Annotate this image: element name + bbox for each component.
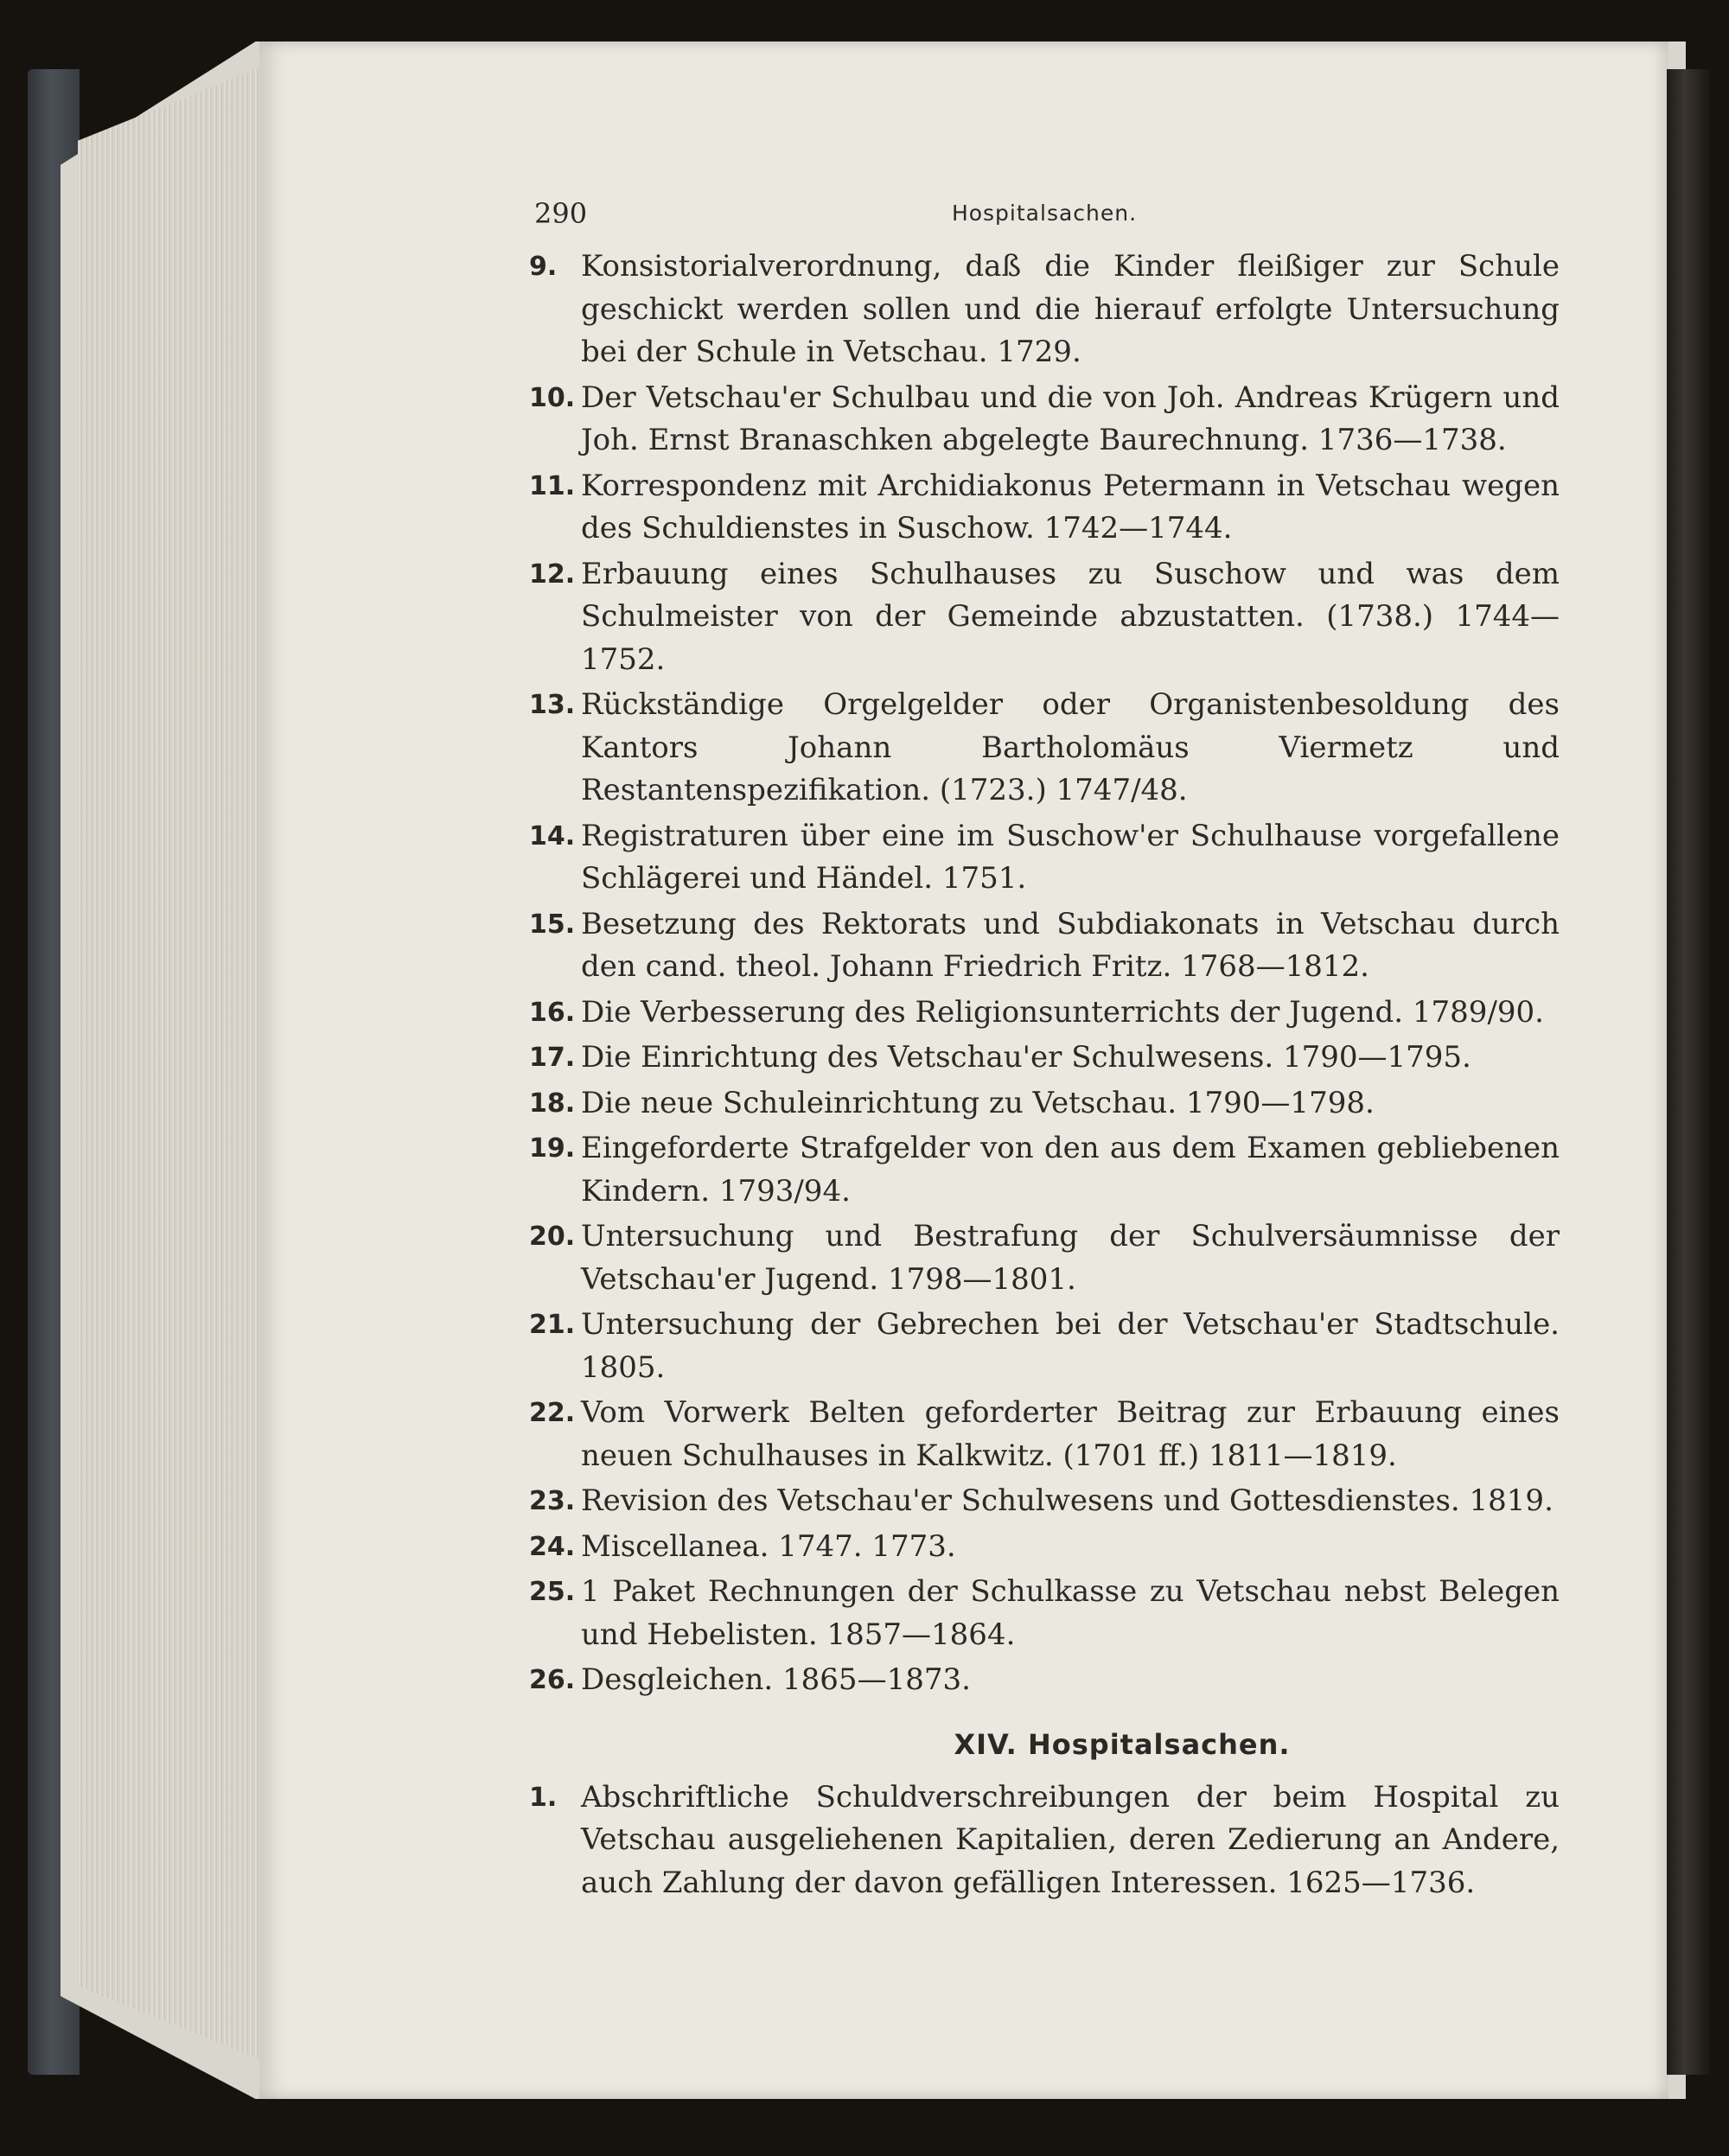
list-item — [529, 1776, 1560, 1905]
entry-number: 26. — [529, 1665, 576, 1695]
list-item — [529, 377, 1560, 462]
list-item — [529, 815, 1560, 901]
list-item — [529, 1037, 1560, 1080]
entry-number: 9. — [529, 252, 558, 282]
entry-number: 14. — [529, 820, 576, 852]
entry-text: Abschriftliche Schuldverschreibungen der beim Hospital zu Vetschau ausgeliehenen Kapitalien, deren Zedierung an Andere, auch Zahlung der davon gefälligen Interessen. 1625—1736. — [581, 1779, 1560, 1900]
running-head: Hospitalsachen. — [951, 201, 1138, 226]
list-item — [529, 1526, 1560, 1569]
entry-text: 1 Paket Rechnungen der Schulkasse zu Vetschau nebst Belegen und Hebelisten. 1857—1864. — [581, 1574, 1560, 1652]
page-edges — [78, 61, 277, 2066]
section-heading: XIV. Hospitalsachen. — [954, 1727, 1291, 1761]
entry-number: 25. — [529, 1577, 576, 1607]
list-item — [529, 903, 1560, 989]
entry-number: 12. — [529, 558, 576, 590]
entry-text: Korrespondenz mit Archidiakonus Petermann in Vetschau wegen des Schuldienstes in Suschow. 1742—1744. — [581, 468, 1560, 545]
list-item — [529, 246, 1560, 374]
page-number: 290 — [534, 197, 588, 230]
list-item — [529, 1304, 1560, 1389]
entry-text: Eingeforderte Strafgelder von den aus dem Examen gebliebenen Kindern. 1793/94. — [581, 1131, 1560, 1209]
entry-text: Vom Vorwerk Belten geforderter Beitrag zur Erbauung eines neuen Schulhauses in Kalkwitz. (1701 ff.) 1811—1819. — [581, 1395, 1560, 1473]
list-item — [529, 465, 1560, 551]
entry-number: 18. — [529, 1088, 576, 1119]
page-content — [529, 197, 1560, 1907]
entry-text: Revision des Vetschau'er Schulwesens und Gottesdienstes. 1819. — [581, 1483, 1554, 1518]
list-item — [529, 1215, 1560, 1301]
entry-list — [529, 246, 1560, 1702]
entry-text: Miscellanea. 1747. 1773. — [581, 1528, 956, 1564]
entry-text: Die Einrichtung des Vetschau'er Schulwesens. 1790—1795. — [581, 1040, 1471, 1075]
entry-text: Die Verbesserung des Religionsunterrichts der Jugend. 1789/90. — [581, 994, 1544, 1030]
entry-text: Konsistorialverordnung, daß die Kinder fleißiger zur Schule geschickt werden sollen und die hierauf erfolgte Untersuchung bei der Schule in Vetschau. 1729. — [581, 249, 1560, 369]
entry-number: 16. — [529, 997, 576, 1028]
list-item — [529, 1659, 1560, 1702]
entry-number: 24. — [529, 1531, 576, 1562]
list-item — [529, 684, 1560, 813]
entry-text: Untersuchung und Bestrafung der Schulversäumnisse der Vetschau'er Jugend. 1798—1801. — [581, 1219, 1560, 1297]
page-header — [529, 197, 1560, 246]
entry-number: 17. — [529, 1043, 576, 1073]
entry-text: Registraturen über eine im Suschow'er Schulhause vorgefallene Schlägerei und Händel. 1751. — [581, 818, 1560, 896]
entry-number: 10. — [529, 382, 576, 413]
entry-number: 20. — [529, 1222, 576, 1252]
entry-text: Rückständige Orgelgelder oder Organistenbesoldung des Kantors Johann Bartholomäus Viermetz und Restantenspezifikation. (1723.) 1747/48. — [581, 687, 1560, 807]
entry-number: 19. — [529, 1133, 576, 1164]
entry-text: Besetzung des Rektorats und Subdiakonats in Vetschau durch den cand. theol. Johann Friedrich Fritz. 1768—1812. — [581, 906, 1560, 984]
entry-text: Der Vetschau'er Schulbau und die von Joh. Andreas Krügern und Joh. Ernst Branaschken abgelegte Baurechnung. 1736—1738. — [581, 380, 1560, 457]
facing-page-edge — [1667, 69, 1710, 2075]
entry-text: Desgleichen. 1865—1873. — [581, 1662, 971, 1697]
list-item — [529, 1480, 1560, 1523]
list-item — [529, 1127, 1560, 1213]
list-item — [529, 1082, 1560, 1126]
entry-number: 11. — [529, 470, 576, 501]
entry-text: Die neue Schuleinrichtung zu Vetschau. 1790—1798. — [581, 1085, 1375, 1120]
list-item — [529, 553, 1560, 682]
list-item — [529, 992, 1560, 1035]
entry-number: 1. — [529, 1782, 558, 1813]
entry-number: 15. — [529, 909, 576, 940]
entry-number: 22. — [529, 1398, 576, 1428]
entry-number: 13. — [529, 690, 576, 720]
entry-text: Untersuchung der Gebrechen bei der Vetschau'er Stadtschule. 1805. — [581, 1307, 1560, 1385]
entry-number: 21. — [529, 1310, 576, 1340]
list-item — [529, 1571, 1560, 1656]
entry-text: Erbauung eines Schulhauses zu Suschow und was dem Schulmeister von der Gemeinde abzustatten. (1738.) 1744—1752. — [581, 556, 1560, 677]
section-entry-list — [529, 1776, 1560, 1905]
entry-number: 23. — [529, 1486, 576, 1516]
list-item — [529, 1392, 1560, 1477]
